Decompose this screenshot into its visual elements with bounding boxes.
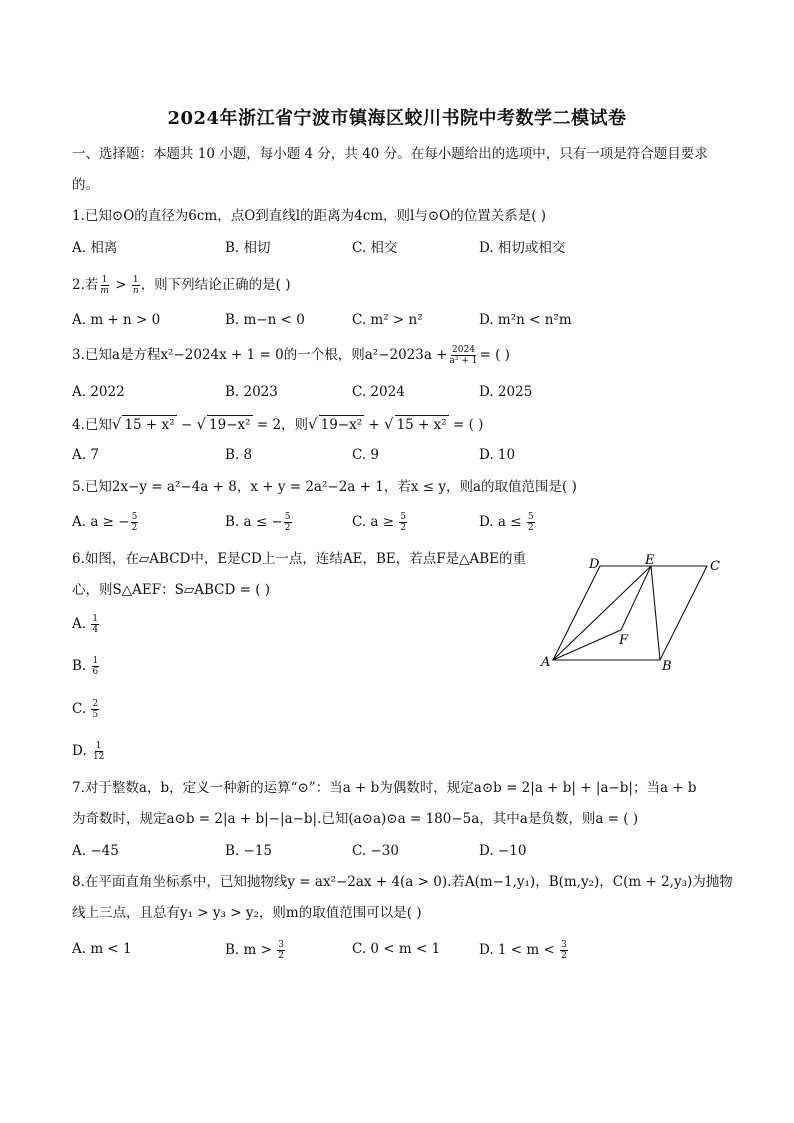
q6-option-a[interactable]: A. $\frac{1}{4}$ (72, 614, 99, 635)
question-text: 在平面直角坐标系中，已知抛物线y = ax²−2ax + 4(a > 0).若A(m−1,y₁)，B(m,y₂)，C(m + 2,y₃)为抛物 (84, 874, 733, 890)
question-number: 6. (72, 551, 85, 567)
label-b: B (662, 659, 672, 674)
question-number: 3. (72, 347, 85, 363)
radicand: 19−x² (209, 417, 251, 433)
question-text: 对于整数a，b，定义一种新的运算“⊙”：当a + b为偶数时，规定a⊙b = 2|a + b| + |a−b|；当a + b (84, 780, 697, 796)
q3-option-a[interactable]: A. 2022 (72, 384, 125, 400)
question-text: 已知2x−y = a²−4a + 8，x + y = 2a²−2a + 1，若x ≤ y，则a的取值范围是( ) (84, 479, 577, 495)
question-6-cont: 心，则S△AEF：S▱ABCD = ( ) (72, 582, 271, 598)
q6-option-d[interactable]: D. $\frac{1}{12}$ (72, 741, 105, 762)
question-number: 2. (72, 277, 85, 293)
question-5 (72, 478, 577, 496)
segment-af (553, 630, 621, 660)
question-number: 5. (72, 479, 85, 495)
question-text: 如图，在▱ABCD中，E是CD上一点，连结AE，BE，若点F是△ABE的重 (84, 551, 527, 567)
question-4: 4.已知√ 15 + x² − √ 19−x² = 2，则√ 19−x² + √ 15 + x² = ( ) (72, 415, 484, 433)
radicand: 15 + x² (396, 417, 447, 433)
q5-option-d[interactable]: D. a ≤ $\frac{5}{2}$ (479, 512, 534, 533)
question-3: 3.已知a是方程x²−2024x + 1 = 0的一个根，则a²−2023a + $\frac{2024}{\text{a² + 1}}$ = ( ) (72, 345, 510, 366)
question-number: 4. (72, 417, 85, 433)
q7-option-c[interactable]: C. −30 (352, 843, 399, 859)
question-number: 7. (72, 780, 85, 796)
q1-option-a[interactable]: A. 相离 (72, 240, 118, 256)
question-text: 已知 (84, 417, 112, 433)
question-1 (72, 207, 546, 225)
q8-option-c[interactable]: C. 0 < m < 1 (352, 941, 441, 957)
q8-option-b[interactable]: B. m > $\frac{3}{2}$ (225, 940, 284, 961)
fraction: $\frac{2024}{\text{a² + 1}}$ (449, 345, 478, 366)
q3-option-d[interactable]: D. 2025 (479, 384, 533, 400)
label-f: F (619, 633, 629, 648)
section-heading-cont: 的。 (72, 177, 99, 193)
question-2: 2.若 $\frac{1}{m}$ > $\frac{1}{n}$ ，则下列结论正确的是( ) (72, 275, 291, 296)
question-text: ，则下列结论正确的是( ) (140, 277, 291, 293)
fraction-1-over-m: $\frac{1}{m}$ (100, 275, 109, 296)
q5-option-c[interactable]: C. a ≥ $\frac{5}{2}$ (352, 512, 407, 533)
label-c: C (710, 559, 720, 574)
label-a: A (541, 655, 551, 670)
label-d: D (589, 557, 600, 572)
question-8 (72, 873, 733, 891)
q2-option-c[interactable]: C. m² > n² (352, 312, 423, 328)
q8-option-a[interactable]: A. m < 1 (72, 941, 132, 957)
q7-option-a[interactable]: A. −45 (72, 843, 119, 859)
fraction-1-over-n: $\frac{1}{n}$ (132, 275, 139, 296)
question-7 (72, 779, 697, 797)
page-title: 2024年浙江省宁波市镇海区蛟川书院中考数学二模试卷 (167, 108, 627, 129)
q3-option-b[interactable]: B. 2023 (225, 384, 278, 400)
parallelogram-abcd (553, 566, 707, 660)
q1-option-d[interactable]: D. 相切或相交 (479, 240, 566, 256)
segment-ae (553, 566, 651, 660)
q1-option-b[interactable]: B. 相切 (225, 240, 271, 256)
q6-option-c[interactable]: C. $\frac{2}{5}$ (72, 699, 99, 720)
question-number: 1. (72, 208, 85, 224)
question-text: 若 (84, 277, 99, 293)
radicand: 15 + x² (124, 417, 175, 433)
q4-option-c[interactable]: C. 9 (352, 447, 380, 463)
q7-option-d[interactable]: D. −10 (479, 843, 527, 859)
section-heading: 一、选择题：本题共 10 小题，每小题 4 分，共 40 分。在每小题给出的选项中，只有一项是符合题目要求 (72, 146, 708, 162)
q4-option-b[interactable]: B. 8 (225, 447, 253, 463)
q4-option-d[interactable]: D. 10 (479, 447, 516, 463)
question-text: 已知a是方程x²−2024x + 1 = 0的一个根，则a²−2023a + (84, 347, 448, 363)
q2-option-d[interactable]: D. m²n < n²m (479, 312, 572, 328)
parallelogram-figure (535, 552, 725, 677)
q7-option-b[interactable]: B. −15 (225, 843, 272, 859)
segment-fe (621, 566, 651, 630)
q4-option-a[interactable]: A. 7 (72, 447, 99, 463)
label-e: E (645, 553, 655, 568)
question-6 (72, 550, 526, 568)
question-number: 8. (72, 874, 85, 890)
question-7-cont: 为奇数时，规定a⊙b = 2|a + b|−|a−b|.已知(a⊙a)⊙a = 180−5a，其中a是负数，则a = ( ) (72, 811, 639, 827)
q5-option-b[interactable]: B. a ≤ − $\frac{5}{2}$ (225, 512, 291, 533)
q2-option-b[interactable]: B. m−n < 0 (225, 312, 305, 328)
q1-option-c[interactable]: C. 相交 (352, 240, 398, 256)
q2-option-a[interactable]: A. m + n > 0 (72, 312, 161, 328)
question-text: 已知⊙O的直径为6cm，点O到直线l的距离为4cm，则l与⊙O的位置关系是( ) (84, 208, 547, 224)
q6-option-b[interactable]: B. $\frac{1}{6}$ (72, 656, 99, 677)
q5-option-a[interactable]: A. a ≥ − $\frac{5}{2}$ (72, 512, 138, 533)
radicand: 19−x² (320, 417, 363, 433)
q3-option-c[interactable]: C. 2024 (352, 384, 405, 400)
segment-be (651, 566, 660, 660)
q8-option-d[interactable]: D. 1 < m < $\frac{3}{2}$ (479, 940, 567, 961)
question-8-cont: 线上三点，且总有y₁ > y₃ > y₂，则m的取值范围可以是( ) (72, 905, 422, 921)
